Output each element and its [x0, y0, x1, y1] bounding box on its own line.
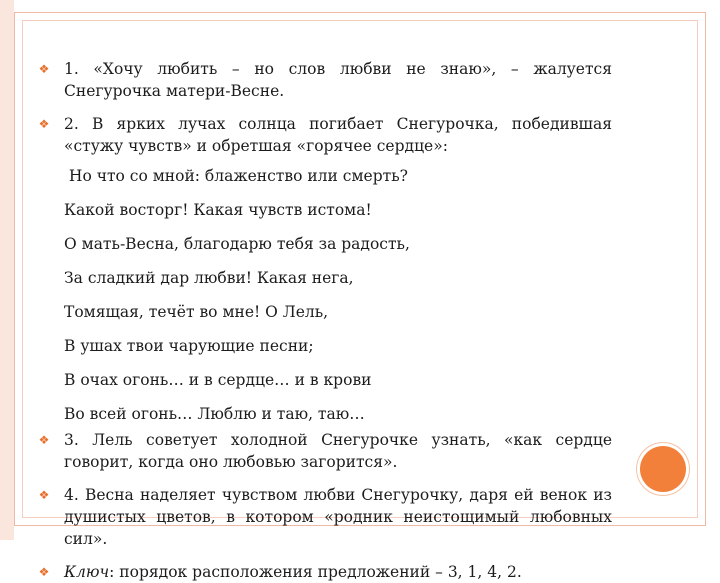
poem-line: Но что со мной: блаженство или смерть? — [64, 167, 408, 185]
list-item-4 — [38, 484, 612, 550]
side-decoration-bar — [0, 0, 14, 540]
diamond-bullet-icon: ❖ — [38, 488, 50, 502]
list-item-3 — [38, 429, 612, 473]
item-text: 3. Лель советует холодной Снегурочке узнать, «как сердце говорит, когда оно любовью загорится». — [64, 431, 612, 471]
item-text: 2. В ярких лучах солнца погибает Снегурочка, победившая «стужу чувств» и обретшая «горячее сердце»: — [64, 115, 612, 155]
key-body: : порядок расположения предложений – 3, 1, 4, 2. — [109, 563, 522, 581]
poem-line: Какой восторг! Какая чувств истома! — [64, 201, 372, 219]
item-text: 1. «Хочу любить – но слов любви не знаю», – жалуется Снегурочка матери-Весне. — [64, 60, 612, 100]
diamond-bullet-icon: ❖ — [38, 565, 50, 579]
poem-line: Во всей огонь… Люблю и таю, таю… — [64, 405, 365, 423]
diamond-bullet-icon: ❖ — [38, 117, 50, 131]
poem-line: В ушах твои чарующие песни; — [64, 337, 314, 355]
diamond-bullet-icon: ❖ — [38, 62, 50, 76]
list-item-2 — [38, 113, 612, 157]
poem-line: За сладкий дар любви! Какая нега, — [64, 269, 354, 287]
poem-line: О мать-Весна, благодарю тебя за радость, — [64, 235, 410, 253]
item-text: 4. Весна наделяет чувством любви Снегурочку, даря ей венок из душистых цветов, в котором «родник неистощимый любовных сил». — [64, 486, 612, 548]
list-item-1 — [38, 58, 612, 102]
orange-circle-decoration — [640, 446, 686, 492]
slide-content — [38, 58, 612, 583]
list-item-key — [38, 561, 612, 583]
key-label: Ключ — [64, 563, 110, 581]
poem-line: Томящая, течёт во мне! О Лель, — [64, 303, 329, 321]
diamond-bullet-icon: ❖ — [38, 433, 50, 447]
key-text — [64, 561, 612, 583]
poem-line: В очах огонь… и в сердце… и в крови — [64, 371, 372, 389]
